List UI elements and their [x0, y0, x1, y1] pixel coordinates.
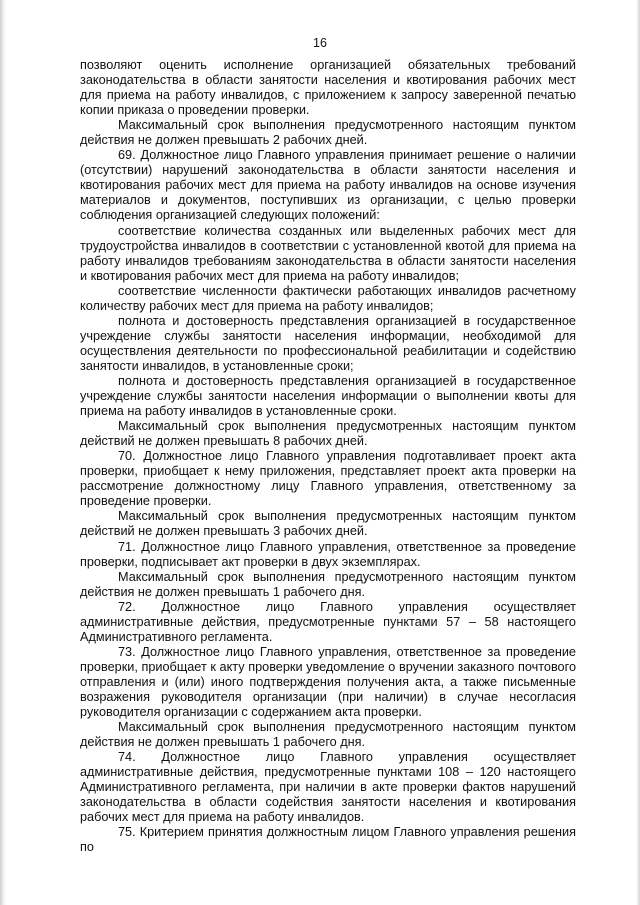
document-body — [80, 58, 576, 855]
paragraph: полнота и достоверность представления организацией в государственное учреждение службы занятости населения информации о выполнении квоты для приема на работу инвалидов в установленные сроки. — [80, 373, 576, 419]
paragraph-item-75: 75. Критерием принятия должностным лицом Главного управления решения по — [80, 825, 576, 855]
paragraph: соответствие количества созданных или выделенных рабочих мест для трудоустройства инвалидов в соответствии с установленной квотой для приема на работу инвалидов требованиям законодательства в области занятости населения и квотирования рабочих мест для приема на работу инвалидов; — [80, 223, 576, 283]
paragraph: соответствие численности фактически работающих инвалидов расчетному количеству рабочих мест для приема на работу инвалидов; — [80, 283, 576, 313]
paragraph-item-70: 70. Должностное лицо Главного управления подготавливает проект акта проверки, приобщает к нему приложения, представляет проект акта проверки на рассмотрение должностному лицу Главного управления, ответственному за проведение проверки. — [80, 449, 576, 509]
paragraph-continuation: позволяют оценить исполнение организацией обязательных требований законодательства в области занятости населения и квотирования рабочих мест для приема на работу инвалидов, с приложением к запросу заверенной печатью копии приказа о проведении проверки. — [80, 58, 576, 118]
paragraph-item-74: 74. Должностное лицо Главного управления осуществляет административные действия, предусмотренные пунктами 108 – 120 настоящего Административного регламента, при наличии в акте проверки фактов нарушений законодательства в области содействия занятости населения и квотирования рабочих мест для приема на работу инвалидов. — [80, 750, 576, 825]
paragraph-item-69: 69. Должностное лицо Главного управления принимает решение о наличии (отсутствии) нарушений законодательства в области занятости населения и квотирования рабочих мест для приема на работу инвалидов на основе изучения материалов и документов, поступивших из организации, с целью проверки соблюдения организацией следующих положений: — [80, 148, 576, 223]
paragraph-item-73: 73. Должностное лицо Главного управления, ответственное за проведение проверки, приобщает к акту проверки уведомление о вручении заказного почтового отправления и (или) иного подтверждения получения акта, а также письменные возражения руководителя организации (при наличии) в случае несогласия руководителя организации с содержанием акта проверки. — [80, 644, 576, 720]
paragraph: Максимальный срок выполнения предусмотренного настоящим пунктом действия не должен превышать 2 рабочих дней. — [80, 118, 576, 148]
paragraph: Максимальный срок выполнения предусмотренного настоящим пунктом действия не должен превышать 1 рабочего дня. — [80, 569, 576, 599]
paragraph-item-71: 71. Должностное лицо Главного управления, ответственное за проведение проверки, подписывает акт проверки в двух экземплярах. — [80, 539, 576, 569]
scan-edge-left — [0, 0, 6, 905]
page-number: 16 — [313, 36, 327, 50]
scan-edge-right — [636, 0, 640, 905]
paragraph: полнота и достоверность представления организацией в государственное учреждение службы занятости населения информации, необходимой для осуществления деятельности по профессиональной реабилитации и содействию занятости инвалидов, в установленные сроки; — [80, 313, 576, 373]
paragraph: Максимальный срок выполнения предусмотренных настоящим пунктом действий не должен превышать 8 рабочих дней. — [80, 419, 576, 449]
paragraph-item-72: 72. Должностное лицо Главного управления осуществляет административные действия, предусмотренные пунктами 57 – 58 настоящего Административного регламента. — [80, 599, 576, 644]
paragraph: Максимальный срок выполнения предусмотренного настоящим пунктом действия не должен превышать 1 рабочего дня. — [80, 720, 576, 750]
paragraph: Максимальный срок выполнения предусмотренных настоящим пунктом действий не должен превышать 3 рабочих дней. — [80, 509, 576, 539]
